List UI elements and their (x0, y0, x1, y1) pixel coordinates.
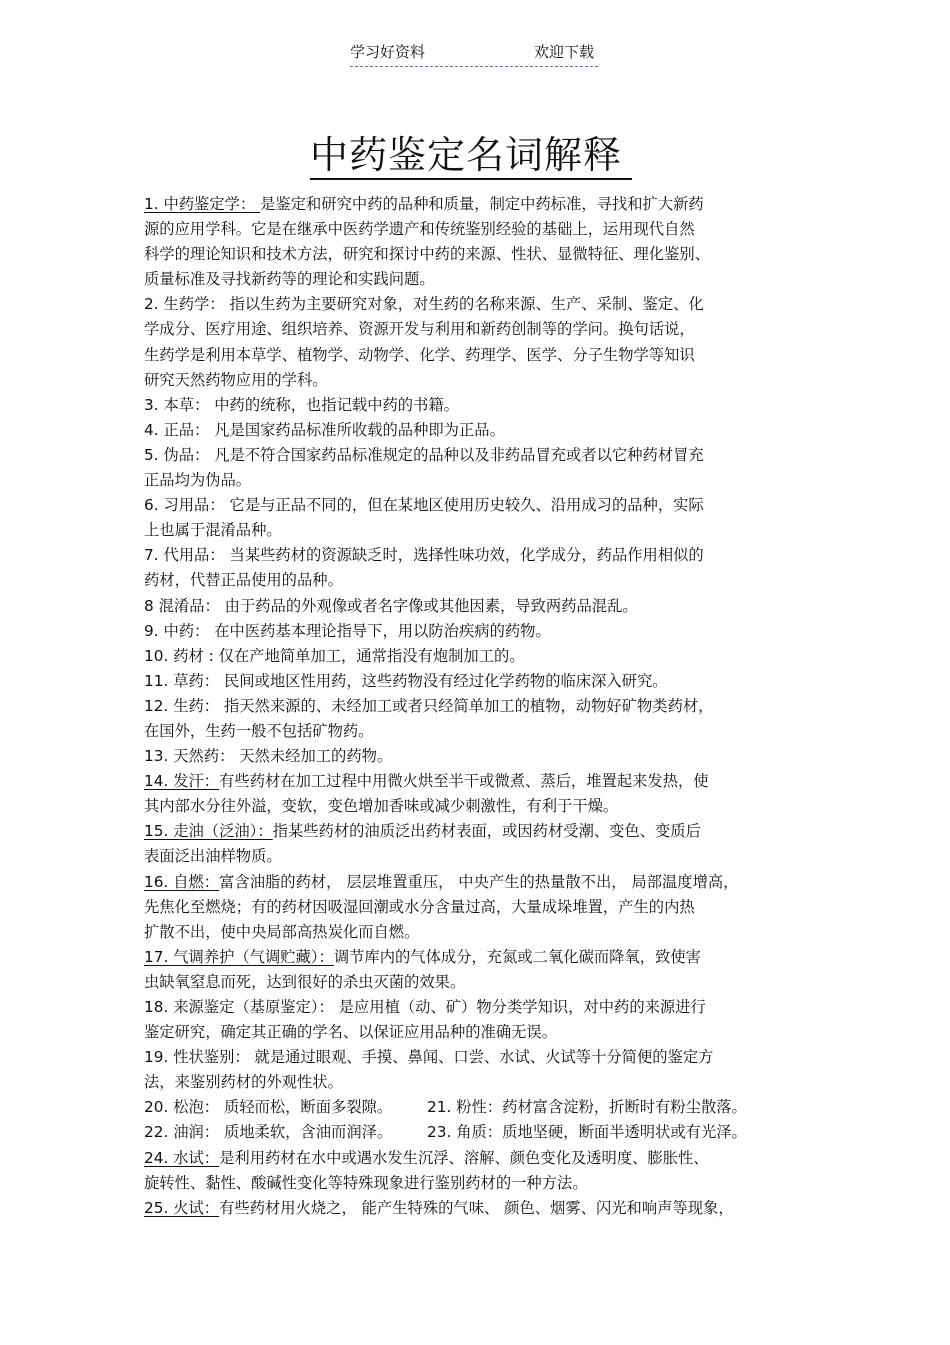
definition-entry (144, 1146, 804, 1196)
definition-entry (144, 744, 804, 769)
definition-entry (144, 995, 804, 1045)
definition-line (144, 418, 804, 443)
definition-entry (144, 393, 804, 418)
definition-entry (144, 619, 804, 644)
definition-line (144, 895, 804, 920)
definition-entry (144, 292, 804, 392)
definition-line (144, 1045, 804, 1070)
definition-text: 先焦化至燃烧；有的药材因吸湿回潮或水分含量过高，大量成垛堆置，产生的内热 (144, 897, 695, 916)
definition-line (144, 619, 804, 644)
definition-pair-right: 23. 角质：质地坚硬，断面半透明状或有光泽。 (427, 1123, 747, 1142)
definition-term: 13. 天然药： (144, 747, 240, 766)
definition-line (144, 192, 804, 217)
definition-line (144, 1070, 804, 1095)
definition-line (144, 217, 804, 242)
definition-entry (144, 669, 804, 694)
definition-entry (144, 945, 804, 995)
definition-text: 民间或地区性用药，这些药物没有经过化学药物的临床深入研究。 (223, 671, 668, 690)
definition-text: 学成分、医疗用途、组织培养、资源开发与利用和新药创制等的学问。换句话说， (144, 320, 695, 339)
definition-text: 天然未经加工的药物。 (239, 747, 393, 766)
definition-line (144, 995, 804, 1020)
definition-entry (144, 543, 804, 593)
definition-term: 9. 中药： (144, 621, 215, 640)
definition-text: 指以生药为主要研究对象，对生药的名称来源、生产、采制、鉴定、化 (229, 295, 704, 314)
definition-text: 表面泛出油样物质。 (144, 847, 282, 866)
definition-line (144, 870, 804, 895)
definition-text: 科学的理论知识和技术方法，研究和探讨中药的来源、性状、显微特征、理化鉴别、 (144, 245, 710, 264)
definition-text: 其内部水分往外溢，变软，变色增加香味或减少刺激性，有利于干燥。 (144, 797, 619, 816)
definition-text: 鉴定研究，确定其正确的学名、以保证应用品种的准确无误。 (144, 1023, 558, 1042)
definition-text: 它是与正品不同的，但在某地区使用历史较久、沿用成习的品种，实际 (229, 496, 704, 515)
definition-term: 25. 火试： (144, 1198, 220, 1217)
definition-text: 虫缺氧窒息而死，达到很好的杀虫灭菌的效果。 (144, 972, 466, 991)
definition-line (144, 945, 804, 970)
definition-line (144, 292, 804, 317)
page-title: 中药鉴定名词解释 (310, 132, 632, 180)
definition-entry (144, 819, 804, 869)
definition-text: 凡是国家药品标准所收载的品种即为正品。 (214, 420, 505, 439)
definition-line (144, 1196, 804, 1221)
definition-text: 旋转性、黏性、酸碱性变化等特殊现象进行鉴别药材的一种方法。 (144, 1173, 588, 1192)
definition-pair-row (144, 1120, 804, 1145)
definition-term: 17. 气调养护（气调贮藏）： (144, 947, 334, 966)
definition-entry (144, 594, 804, 619)
definition-line (144, 920, 804, 945)
definition-term: 2. 生药学： (144, 295, 230, 314)
definition-text: 药材，代替正品使用的品种。 (144, 571, 343, 590)
definition-line (144, 493, 804, 518)
definition-entry (144, 769, 804, 819)
definition-line (144, 468, 804, 493)
definition-text: 在国外，生药一般不包括矿物药。 (144, 721, 374, 740)
definition-line (144, 393, 804, 418)
definition-line (144, 368, 804, 393)
definition-term: 12. 生药： (144, 696, 224, 715)
definition-text: 中药的统称，也指记载中药的书籍。 (214, 395, 459, 414)
definition-line (144, 568, 804, 593)
definition-text: 在中医药基本理论指导下，用以防治疾病的药物。 (214, 621, 551, 640)
definition-entry (144, 870, 804, 945)
definition-entry (144, 493, 804, 543)
definition-term: 6. 习用品： (144, 496, 230, 515)
header-left-text: 学习好资料 (350, 43, 426, 61)
definition-text: 就是通过眼观、手摸、鼻闻、口尝、水试、火试等十分简便的鉴定方 (254, 1048, 714, 1067)
definition-entry (144, 192, 804, 292)
definition-term: 1. 中药鉴定学： (144, 195, 261, 213)
definition-term: 18. 来源鉴定（基原鉴定）： (144, 998, 339, 1016)
definition-text: 由于药品的外观像或者名字像或其他因素，导致两药品混乱。 (224, 596, 638, 615)
definition-text: 凡是不符合国家药品标准规定的品种以及非药品冒充或者以它种药材冒充 (214, 445, 704, 464)
definition-line (144, 1020, 804, 1045)
definition-text: 研究天然药物应用的学科。 (144, 370, 328, 389)
definition-text: 当某些药材的资源缺乏时，选择性味功效，化学成分，药品作用相似的 (229, 546, 704, 565)
header-right-text: 欢迎下载 (533, 43, 594, 61)
definition-entry (144, 1196, 804, 1221)
definition-term: 15. 走油（泛油）： (144, 822, 273, 841)
definition-text: 法，来鉴别药材的外观性状。 (144, 1073, 343, 1092)
definition-text: 是应用植（动、矿）物分类学知识，对中药的来源进行 (338, 998, 706, 1016)
definition-line (144, 594, 804, 619)
definition-text: 有些药材用火烧之， 能产生特殊的气味、 颜色、烟雾、闪光和响声等现象， (219, 1198, 734, 1217)
definition-text: 是鉴定和研究中药的品种和质量，制定中药标准，寻找和扩大新药 (260, 195, 704, 213)
definition-entry (144, 443, 804, 493)
definition-text: 正品均为伪品。 (144, 471, 252, 490)
definition-line (144, 744, 804, 769)
definition-line (144, 1146, 804, 1171)
definition-term: 3. 本草： (144, 395, 215, 414)
definition-line (144, 443, 804, 468)
definition-line (144, 317, 804, 342)
definition-term: 10. 药材 : (144, 646, 219, 665)
definition-entry (144, 694, 804, 744)
definition-text: 富含油脂的药材， 层层堆置重压， 中央产生的热量散不出， 局部温度增高， (219, 872, 739, 891)
definition-line (144, 1171, 804, 1196)
definition-line (144, 518, 804, 543)
definition-line (144, 242, 804, 267)
definition-text: 是利用药材在水中或遇水发生沉浮、溶解、颜色变化及透明度、膨胀性、 (219, 1148, 709, 1167)
definition-text: 上也属于混淆品种。 (144, 521, 282, 540)
definition-line (144, 694, 804, 719)
definition-line (144, 669, 804, 694)
definition-text: 有些药材在加工过程中用微火烘至半干或微煮、蒸后，堆置起来发热，使 (219, 772, 709, 791)
definition-term: 11. 草药： (144, 671, 224, 690)
definition-entry (144, 418, 804, 443)
definition-pair-left: 22. 油润： 质地柔软，含油而润泽。 (144, 1123, 393, 1142)
definition-text: 扩散不出，使中央局部高热炭化而自燃。 (144, 922, 420, 941)
definition-line (144, 343, 804, 368)
definition-term: 8 混淆品： (144, 596, 225, 615)
definition-term: 24. 水试： (144, 1148, 220, 1167)
definition-text: 源的应用学科。它是在继承中医药学遗产和传统鉴别经验的基础上，运用现代自然 (144, 220, 695, 239)
definition-line (144, 844, 804, 869)
definition-entry (144, 644, 804, 669)
definition-line (144, 644, 804, 669)
definition-text: 质量标准及寻找新药等的理论和实践问题。 (144, 270, 435, 289)
definition-text: 生药学是利用本草学、植物学、动物学、化学、药理学、医学、分子生物学等知识 (144, 345, 695, 364)
definition-line (144, 267, 804, 292)
definition-pair-right: 21. 粉性：药材富含淀粉，折断时有粉尘散落。 (427, 1098, 747, 1117)
definition-term: 16. 自燃： (144, 872, 220, 891)
definition-entry (144, 1045, 804, 1095)
definition-term: 5. 伪品： (144, 445, 215, 464)
definition-text: 仅在产地简单加工，通常指没有炮制加工的。 (218, 646, 525, 665)
definition-pair-row (144, 1095, 804, 1120)
definition-term: 19. 性状鉴别： (144, 1048, 255, 1067)
definition-term: 14. 发汗： (144, 772, 220, 791)
definition-term: 4. 正品： (144, 420, 215, 439)
definition-line (144, 970, 804, 995)
definition-pair-left: 20. 松泡： 质轻而松，断面多裂隙。 (144, 1098, 393, 1117)
definition-term: 7. 代用品： (144, 546, 230, 565)
definition-line (144, 719, 804, 744)
document-body (144, 192, 804, 1221)
page-header (350, 42, 598, 67)
definition-line (144, 769, 804, 794)
definition-line (144, 819, 804, 844)
definition-text: 指天然来源的、未经加工或者只经简单加工的植物，动物好矿物类药材， (223, 696, 714, 715)
definition-line (144, 543, 804, 568)
definition-text: 指某些药材的油质泛出药材表面，或因药材受潮、变色、变质后 (272, 822, 701, 841)
definition-line (144, 794, 804, 819)
definition-text: 调节库内的气体成分，充氮或二氧化碳而降氧，致使害 (333, 947, 701, 966)
